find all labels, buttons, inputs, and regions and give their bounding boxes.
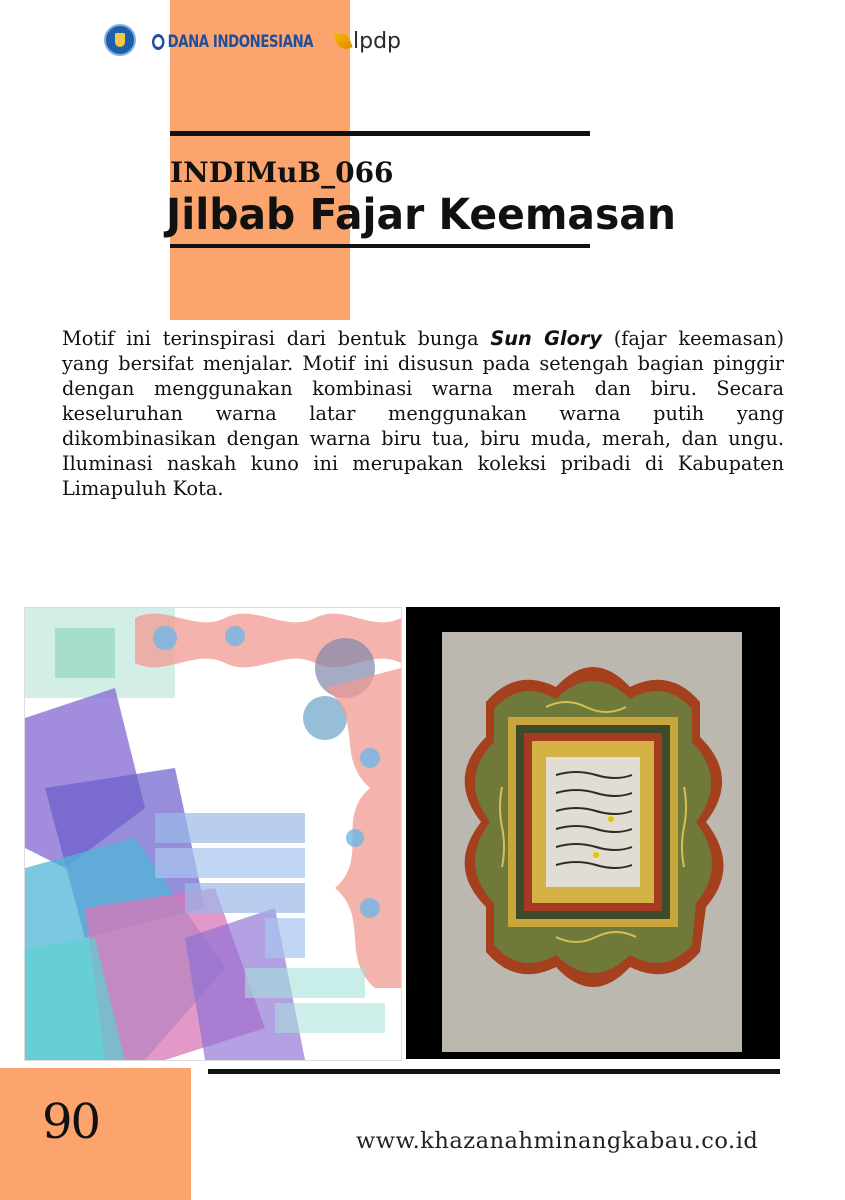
description-paragraph <box>62 326 784 501</box>
description-highlight: Sun Glory <box>490 327 602 350</box>
page-number: 90 <box>42 1094 100 1150</box>
manuscript-photo <box>406 607 780 1059</box>
lpdp-flame-icon <box>333 30 352 52</box>
kemdikbud-seal-icon <box>104 24 136 56</box>
footer-rule <box>208 1069 780 1074</box>
lpdp-logo <box>336 27 401 55</box>
dana-indonesiana-logo <box>152 29 313 55</box>
motif-illustration <box>24 607 402 1061</box>
description-intro: Motif ini terinspirasi dari bentuk bunga <box>62 327 491 350</box>
lpdp-wordmark: lpdp <box>353 28 402 54</box>
manuscript-illumination-image <box>406 607 780 1059</box>
title-rule-bottom <box>170 244 590 248</box>
entry-code: INDIMuB_066 <box>170 156 394 189</box>
motif-artwork <box>25 608 401 1060</box>
website-url: www.khazanahminangkabau.co.id <box>356 1128 759 1154</box>
dana-indonesiana-wordmark: DANA INDONESIANA <box>167 32 314 52</box>
description-rest: (fajar keemasan) yang bersifat menjalar. Motif ini disusun pada setengah bagian pinggir dengan menggunakan kombinasi warna merah dan biru. Secara keseluruhan warna latar menggunakan warna putih yang dikombinasikan dengan warna biru tua, biru muda, merah, dan ungu. Iluminasi naskah kuno ini merupakan koleksi pribadi di Kabupaten Limapuluh Kota. <box>62 327 785 500</box>
entry-title: Jilbab Fajar Keemasan <box>166 190 676 240</box>
dana-ring-icon <box>152 34 164 50</box>
title-rule-top <box>170 131 590 136</box>
